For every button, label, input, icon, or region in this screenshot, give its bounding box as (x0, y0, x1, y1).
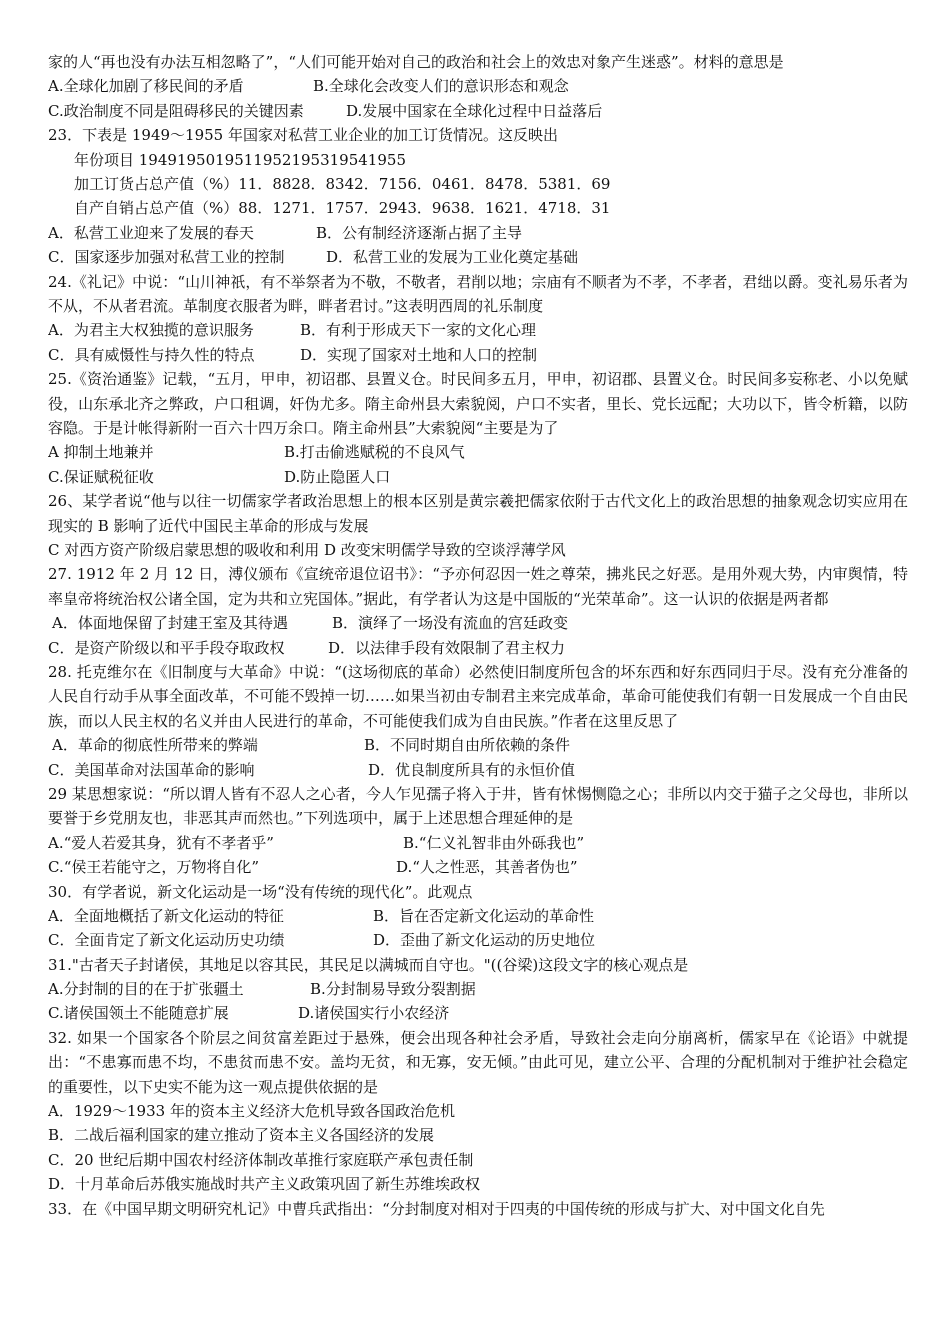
text-line: 家的人“再也没有办法互相忽略了”，“人们可能开始对自己的政治和社会上的效忠对象产生迷惑”。材料的意思是 (48, 53, 784, 71)
option-choice: B.分封制易导致分裂割据 (310, 980, 476, 999)
option-choice: B.“仁义礼智非由外砾我也” (403, 833, 585, 852)
option-choice: B．旨在否定新文化运动的革命性 (373, 906, 595, 925)
option-choice: B．有利于形成天下一家的文化心理 (300, 321, 537, 340)
option-choice: A 抑制土地兼并 (48, 443, 154, 462)
option-row (48, 74, 908, 98)
option-row (48, 928, 908, 952)
option-row (48, 245, 908, 269)
option-choice: C.保证赋税征收 (48, 467, 154, 486)
option-choice: C.诸侯国领土不能随意扩展 (48, 1004, 229, 1023)
option-row (48, 855, 908, 879)
paragraph-text: 32. 如果一个国家各个阶层之间贫富差距过于悬殊，便会出现各种社会矛盾，导致社会走向分崩离析，儒家早在《论语》中就提出：“不患寡而患不均，不患贫而患不安。盖均无贫，和无寡，安无倾。”由此可见，建立公平、合理的分配机制对于维护社会稳定的重要性，以下史实不能为这一观点提供依据的是 (48, 1028, 908, 1096)
option-choice: D．优良制度所具有的永恒价值 (368, 760, 576, 779)
option-row (48, 440, 908, 464)
option-row (48, 611, 908, 635)
option-choice: D.“人之性恶，其善者伪也” (396, 858, 578, 877)
option-row (48, 904, 908, 928)
option-choice: A.分封制的目的在于扩张疆土 (48, 980, 244, 999)
question-paragraph (48, 562, 908, 611)
option-choice: A．为君主大权独揽的意识服务 (48, 321, 254, 340)
paragraph-text: 25.《资治通鉴》记载，“五月，甲申，初诏郡、县置义仓。时民间多五月，甲申，初诏郡、县置义仓。时民间多妄称老、小以免赋役，山东承北齐之弊政，户口租调，奸伪尤多。隋主命州县大索貌阅，户口不实者，里长、党长远配；大功以下，皆令析籍，以防容隐。于是计帐得新附一百六十四万余口。隋主命州县”大索貌阅“主要是为了 (48, 370, 908, 437)
option-choice: B．演绎了一场没有流血的宫廷政变 (332, 614, 569, 633)
option-choice: A．革命的彻底性所带来的弊端 (52, 736, 258, 755)
paragraph-text: 24.《礼记》中说：“山川神祇，有不举祭者为不敬，不敬者，君削以地；宗庙有不顺者为不孝，不孝者，君绌以爵。变礼易乐者为不从，不从者君流。革制度衣服者为畔，畔者君讨。”这表明西周的礼乐制度 (48, 272, 908, 315)
paragraph-text: 29 某思想家说：“所以谓人皆有不忍人之心者，今人乍见孺子将入于井，皆有怵惕恻隐之心；非所以内交于猫子之父母也，非所以要誉于乡党朋友也，非恶其声而然也。”下列选项中，属于上述思想合理延伸的是 (48, 784, 908, 828)
option-choice: A．全面地概括了新文化运动的特征 (48, 906, 284, 925)
option-choice: D．歪曲了新文化运动的历史地位 (373, 931, 596, 950)
text-line: 23．下表是 1949～1955 年国家对私营工业企业的加工订货情况。这反映出 (48, 126, 558, 145)
option-row (48, 758, 908, 782)
option-row (48, 343, 908, 367)
question-paragraph (48, 1026, 908, 1099)
option-choice: D.诸侯国实行小农经济 (298, 1004, 450, 1023)
option-choice: D．以法律手段有效限制了君主权力 (328, 638, 566, 657)
question-paragraph (48, 489, 908, 538)
option-choice: D．私营工业的发展为工业化奠定基础 (326, 248, 579, 267)
exam-document (48, 50, 908, 1221)
option-choice: B.打击偷逃赋税的不良风气 (284, 443, 465, 462)
text-line: 30．有学者说，新文化运动是一场“没有传统的现代化”。此观点 (48, 882, 473, 901)
option-choice: D.防止隐匿人口 (284, 467, 391, 486)
option-choice: D.发展中国家在全球化过程中日益落后 (346, 101, 603, 120)
option-row (48, 733, 908, 757)
text-line: A．1929～1933 年的资本主义经济大危机导致各国政治危机 (48, 1102, 455, 1121)
option-row (48, 465, 908, 489)
question-paragraph (48, 782, 908, 831)
text-line: 自产自销占总产值（%）88．1271．1757．2943．9638．1621．4718．31 (74, 199, 611, 218)
option-choice: C.“侯王若能守之，万物将自化” (48, 858, 260, 877)
text-line: C．20 世纪后期中国农村经济体制改革推行家庭联产承包责任制 (48, 1150, 474, 1169)
option-row (48, 1001, 908, 1025)
text-line: D．十月革命后苏俄实施战时共产主义政策巩固了新生苏维埃政权 (48, 1175, 481, 1194)
option-choice: C．具有威慑性与持久性的特点 (48, 345, 255, 364)
option-choice: C.政治制度不同是阻碍移民的关键因素 (48, 101, 304, 120)
option-choice: A.“爱人若爱其身，犹有不孝者乎” (48, 833, 274, 852)
option-choice: A.全球化加剧了移民间的矛盾 (48, 77, 244, 96)
text-line: 加工订货占总产值（%）11．8828．8342．7156．0461．8478．5381．69 (74, 174, 611, 193)
option-choice: C．美国革命对法国革命的影响 (48, 760, 255, 779)
text-line: 年份项目 1949195019511952195319541955 (74, 150, 406, 169)
paragraph-text: 28. 托克维尔在《旧制度与大革命》中说：“(这场彻底的革命）必然使旧制度所包含的坏东西和好东西同归于尽。没有充分准备的人民自行动手从事全面改革，不可能不毁掉一切……如果当初由专制君主来完成革命，革命可能使我们有朝一日发展成一个自由民族，而以人民主权的名义并由人民进行的革命，不可能使我们成为自由民族。”作者在这里反思了 (48, 662, 908, 730)
option-choice: D．实现了国家对土地和人口的控制 (300, 345, 538, 364)
paragraph-text: 26、某学者说“他与以往一切儒家学者政治思想上的根本区别是黄宗羲把儒家依附于古代文化上的政治思想的抽象观念切实应用在现实的 B 影响了近代中国民主革命的形成与发展 (48, 492, 908, 535)
option-choice: C．国家逐步加强对私营工业的控制 (48, 248, 285, 267)
option-choice: C．是资产阶级以和平手段夺取政权 (48, 638, 285, 657)
option-choice: A．体面地保留了封建王室及其待遇 (52, 614, 288, 633)
option-row (48, 831, 908, 855)
option-choice: B．不同时期自由所依赖的条件 (364, 736, 571, 755)
option-choice: C．全面肯定了新文化运动历史功绩 (48, 931, 285, 950)
paragraph-text: 27. 1912 年 2 月 12 日，溥仪颁布《宣统帝退位诏书》：“予亦何忍因一姓之尊荣，拂兆民之好恶。是用外观大势，内审舆情，特率皇帝将统治权公诸全国，定为共和立宪国体。”据此，有学者认为这是中国版的“光荣革命”。这一认识的依据是两者都 (48, 565, 908, 608)
option-row (48, 99, 908, 123)
text-line: 33．在《中国早期文明研究札记》中曹兵武指出：“分封制度对相对于四夷的中国传统的形成与扩大、对中国文化自先 (48, 1199, 825, 1218)
question-paragraph (48, 367, 908, 440)
option-row (48, 318, 908, 342)
option-row (48, 977, 908, 1001)
text-line: C 对西方资产阶级启蒙思想的吸收和利用 D 改变宋明儒学导致的空谈浮薄学风 (48, 540, 566, 559)
question-paragraph (48, 270, 908, 319)
option-choice: B．公有制经济逐渐占据了主导 (316, 223, 523, 242)
question-paragraph (48, 660, 908, 733)
option-row (48, 636, 908, 660)
option-row (48, 221, 908, 245)
text-line: 31."古者天子封诸侯，其地足以容其民，其民足以满城而自守也。"((谷梁)这段文字的核心观点是 (48, 955, 689, 974)
option-choice: A．私营工业迎来了发展的春天 (48, 223, 254, 242)
option-choice: B.全球化会改变人们的意识形态和观念 (313, 77, 569, 96)
text-line: B．二战后福利国家的建立推动了资本主义各国经济的发展 (48, 1126, 435, 1145)
